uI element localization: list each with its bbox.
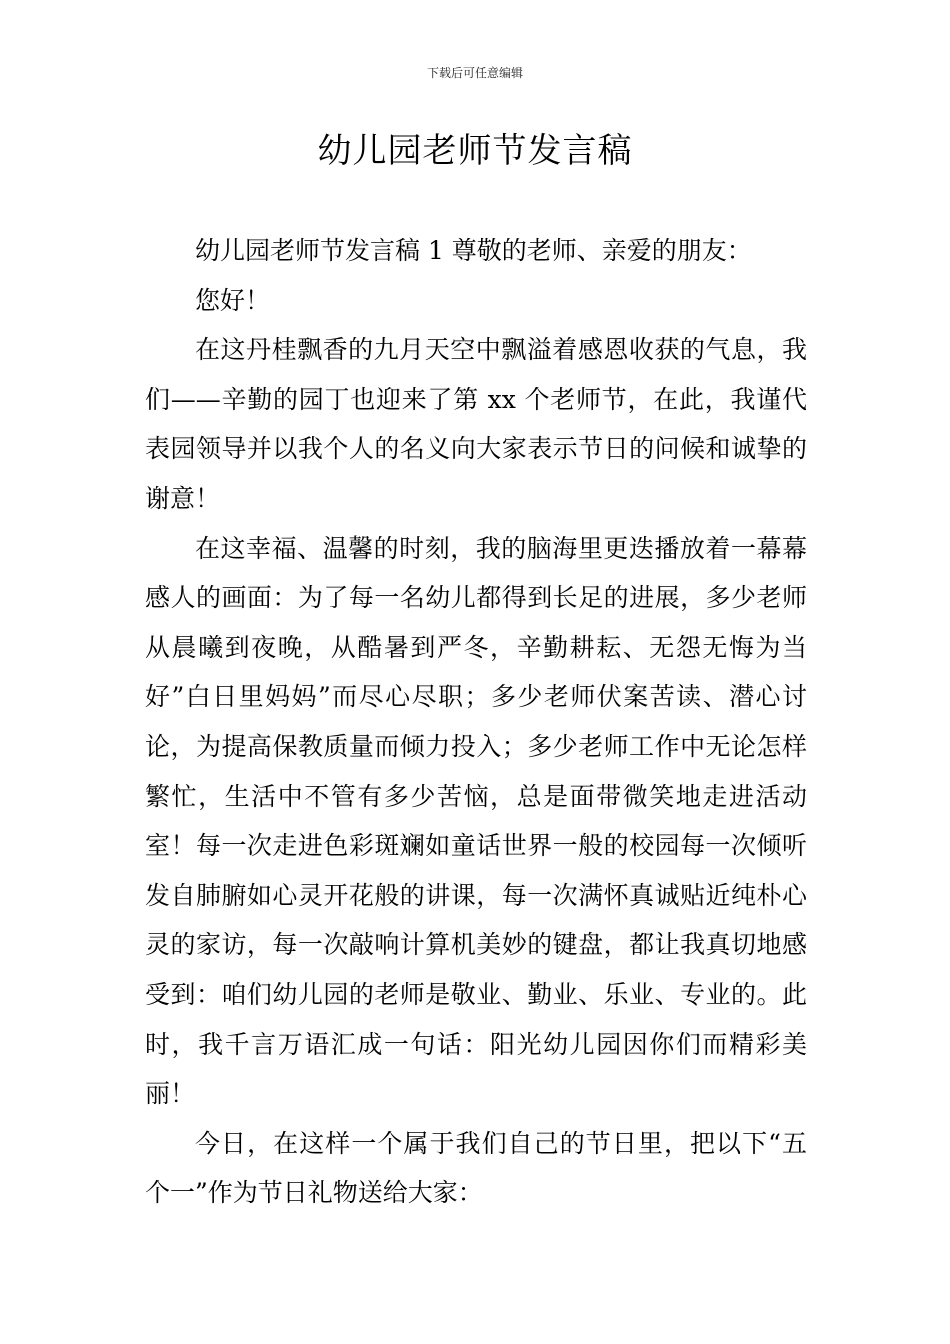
paragraph-hello: 您好！ <box>195 285 271 315</box>
document-body <box>145 226 807 1218</box>
paragraph-teachers-dedication: 在这幸福、温馨的时刻，我的脑海里更迭播放着一幕幕感人的画面：为了每一名幼儿都得到长足的进展，多少老师从晨曦到夜晚，从酷暑到严冬，辛勤耕耘、无怨无悔为当好”白日里妈妈”而尽心尽职；多少老师伏案苦读、潜心讨论，为提高保教质量而倾力投入；多少老师工作中无论怎样繁忙，生活中不管有多少苦恼，总是面带微笑地走进活动室！每一次走进色彩斑斓如童话世界一般的校园每一次倾听发自肺腑如心灵开花般的讲课，每一次满怀真诚贴近纯朴心灵的家访，每一次敲响计算机美妙的键盘，都让我真切地感受到：咱们幼儿园的老师是敬业、勤业、乐业、专业的。此时，我千言万语汇成一句话：阳光幼儿园因你们而精彩美丽！ <box>145 533 807 1109</box>
paragraph-greeting-line: 幼儿园老师节发言稿 1 尊敬的老师、亲爱的朋友： <box>195 236 752 265</box>
document-title: 幼儿园老师节发言稿 <box>317 131 633 171</box>
paragraph-festival-greeting: 在这丹桂飘香的九月天空中飘溢着感恩收获的气息，我们——辛勤的园丁也迎来了第 xx 个老师节，在此，我谨代表园领导并以我个人的名义向大家表示节日的问候和诚挚的谢意！ <box>145 335 807 513</box>
paragraph-five-gifts: 今日，在这样一个属于我们自己的节日里，把以下“五个一”作为节日礼物送给大家： <box>145 1128 807 1208</box>
header-note: 下载后可任意编辑 <box>426 66 523 80</box>
